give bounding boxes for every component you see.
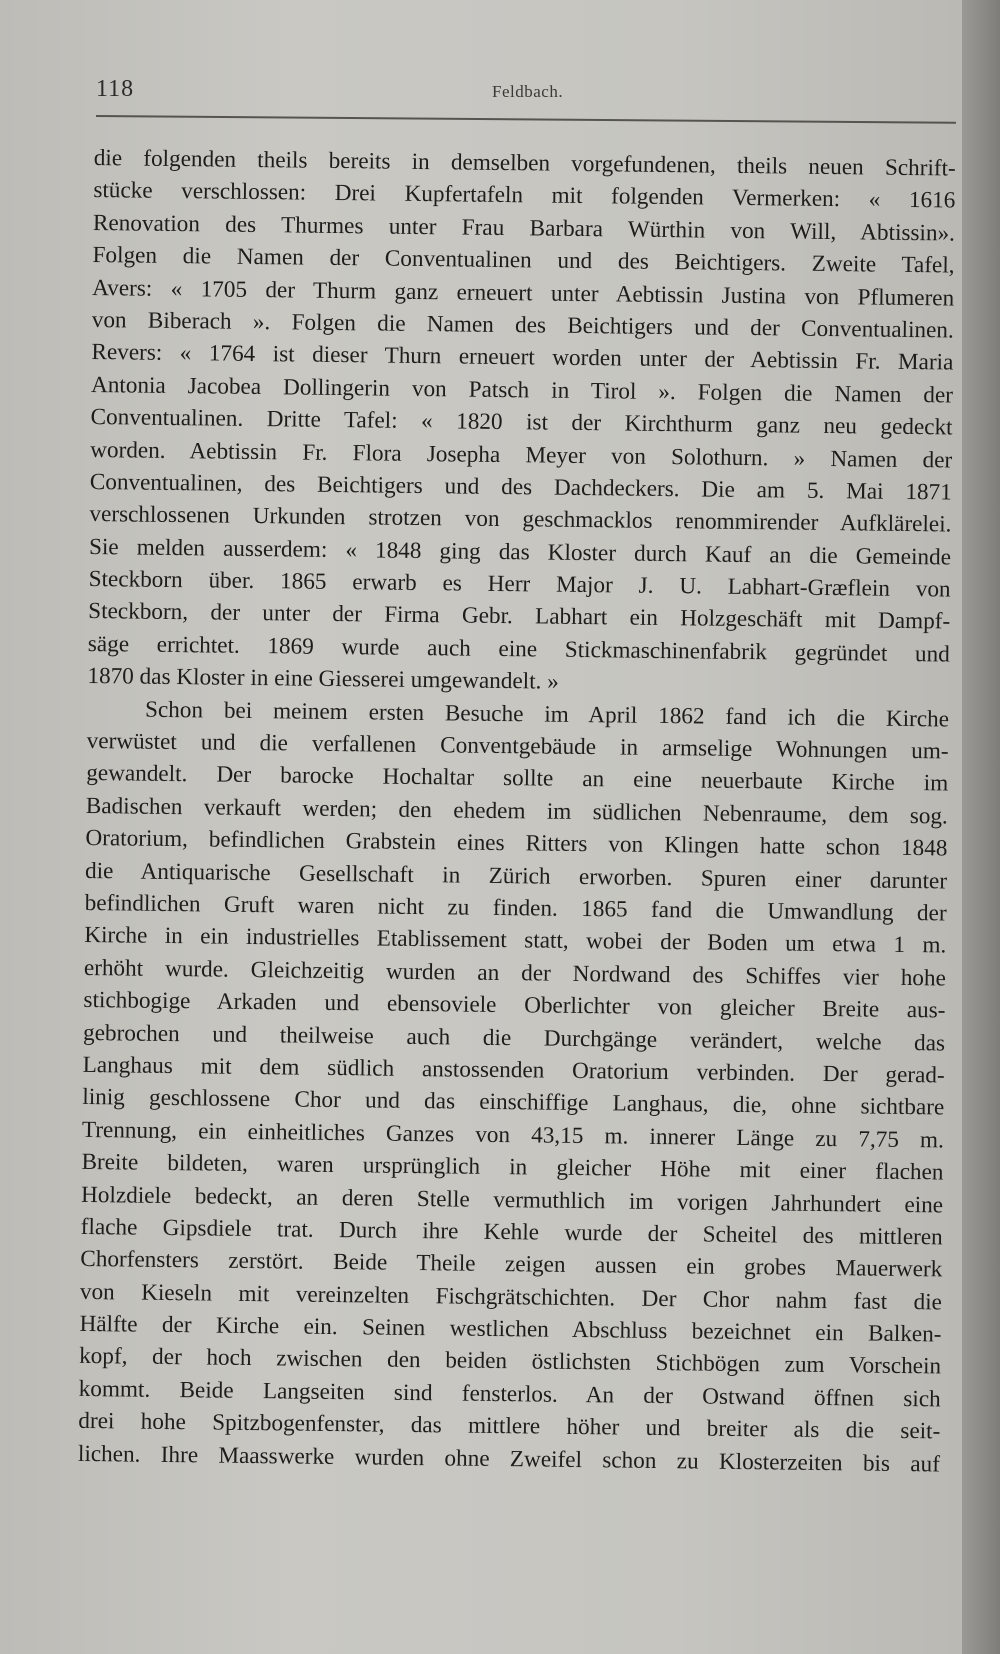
text-line: Revers: « 1764 ist dieser Thurn erneuert worden unter der Aebtissin Fr. Maria (91, 339, 954, 376)
text-line: Breite bildeten, waren ursprünglich in gleicher Höhe mit einer flachen (81, 1149, 944, 1186)
text-line: die folgenden theils bereits in demselben vorgefundenen, theils neuen Schrift- (93, 144, 956, 182)
running-title: Feldbach. (492, 82, 564, 101)
text-line: verwüstet und die verfallenen Conventgebäude in armselige Wohnungen um- (86, 727, 949, 765)
text-line: kommt. Beide Langseiten sind fensterlos. An der Ostwand öffnen sich (78, 1375, 941, 1413)
paragraph-start-line: Schon bei meinem ersten Besuche im April 1862 fand ich die Kirche (144, 696, 950, 733)
text-line: Holzdiele bedeckt, an deren Stelle vermuthlich im vorigen Jahrhundert eine (80, 1181, 944, 1218)
text-line: Sie melden ausserdem: « 1848 ging das Kloster durch Kauf an die Gemeinde (88, 533, 952, 571)
body-text (78, 142, 956, 1480)
text-line: drei hohe Spitzbogenfenster, das mittlere höher und breiter als die seit- (78, 1408, 941, 1445)
text-line: Kirche in ein industrielles Etablissement statt, wobei der Boden um etwa 1 m. (84, 922, 947, 959)
text-line: stücke verschlossen: Drei Kupfertafeln mit folgenden Vermerken: « 1616 (93, 177, 956, 214)
text-line: Oratorium, befindlichen Grabstein eines Ritters von Klingen hatte schon 1848 (85, 825, 948, 862)
text-line: lichen. Ihre Maasswerke wurden ohne Zweifel schon zu Klosterzeiten bis auf (77, 1440, 941, 1478)
text-line: säge errichtet. 1869 wurde auch eine Stickmaschinenfabrik gegründet und (87, 630, 950, 668)
text-line: von Biberach ». Folgen die Namen des Beichtigers und der Conventualinen. (91, 306, 954, 344)
text-line: Conventualinen. Dritte Tafel: « 1820 ist der Kirchthurm ganz neu gedeckt (90, 404, 953, 441)
text-line: verschlossenen Urkunden strotzen von geschmacklos renommirender Aufklärelei. (89, 501, 952, 538)
page-header (96, 76, 956, 116)
text-line: erhöht wurde. Gleichzeitig wurden an der Nordwand des Schiffes vier hohe (83, 954, 947, 992)
page-number: 118 (96, 76, 135, 102)
text-line: Trennung, ein einheitliches Ganzes von 43,15 m. innerer Länge zu 7,75 m. (81, 1116, 945, 1154)
header-rule (96, 115, 956, 124)
text-line: Chorfensters zerstört. Beide Theile zeigen aussen ein grobes Mauerwerk (80, 1246, 943, 1283)
text-line: stichbogige Arkaden und ebensoviele Oberlichter von gleicher Breite aus- (83, 987, 946, 1024)
text-line: Conventualinen, des Beichtigers und des Dachdeckers. Die am 5. Mai 1871 (89, 468, 952, 506)
text-line: linig geschlossene Chor und das einschiffige Langhaus, die, ohne sichtbare (82, 1084, 945, 1121)
text-line: Antonia Jacobea Dollingerin von Patsch in Tirol ». Folgen die Namen der (90, 371, 954, 409)
text-line: Badischen verkauft werden; den ehedem im südlichen Nebenraume, dem sog. (85, 792, 948, 830)
text-line: befindlichen Gruft waren nicht zu finden. 1865 fand die Umwandlung der (84, 889, 947, 927)
text-line: die Antiquarische Gesellschaft in Zürich erworben. Spuren einer darunter (84, 857, 948, 895)
text-line: gebrochen und theilweise auch die Durchgänge verändert, welche das (82, 1019, 946, 1057)
text-line: Avers: « 1705 der Thurm ganz erneuert unter Aebtissin Justina von Pflumeren (92, 274, 955, 312)
text-line: flache Gipsdiele trat. Durch ihre Kehle wurde der Scheitel des mittleren (80, 1213, 943, 1251)
text-line: Langhaus mit dem südlich anstossenden Oratorium verbinden. Der gerad- (82, 1051, 945, 1089)
text-line: Hälfte der Kirche ein. Seinen westlichen Abschluss bezeichnet ein Balken- (79, 1310, 942, 1348)
text-line: Renovation des Thurmes unter Frau Barbara Würthin von Will, Abtissin». (92, 209, 956, 247)
text-line: 1870 das Kloster in eine Giesserei umgewandelt. » (87, 663, 559, 695)
page-edge-shadow (962, 0, 1000, 1654)
text-line: Steckborn über. 1865 erwarb es Herr Major J. U. Labhart-Græflein von (88, 566, 951, 603)
text-line: gewandelt. Der barocke Hochaltar sollte an eine neuerbaute Kirche im (86, 760, 949, 797)
text-line: Folgen die Namen der Conventualinen und des Beichtigers. Zweite Tafel, (92, 242, 955, 279)
text-line: von Kieseln mit vereinzelten Fischgrätschichten. Der Chor nahm fast die (79, 1278, 943, 1316)
text-line: worden. Aebtissin Fr. Flora Josepha Meyer von Solothurn. » Namen der (90, 436, 953, 474)
text-line: Steckborn, der unter der Firma Gebr. Labhart ein Holzgeschäft mit Dampf- (88, 598, 951, 635)
text-line: kopf, der hoch zwischen den beiden östlichsten Stichbögen zum Vorschein (79, 1343, 942, 1380)
